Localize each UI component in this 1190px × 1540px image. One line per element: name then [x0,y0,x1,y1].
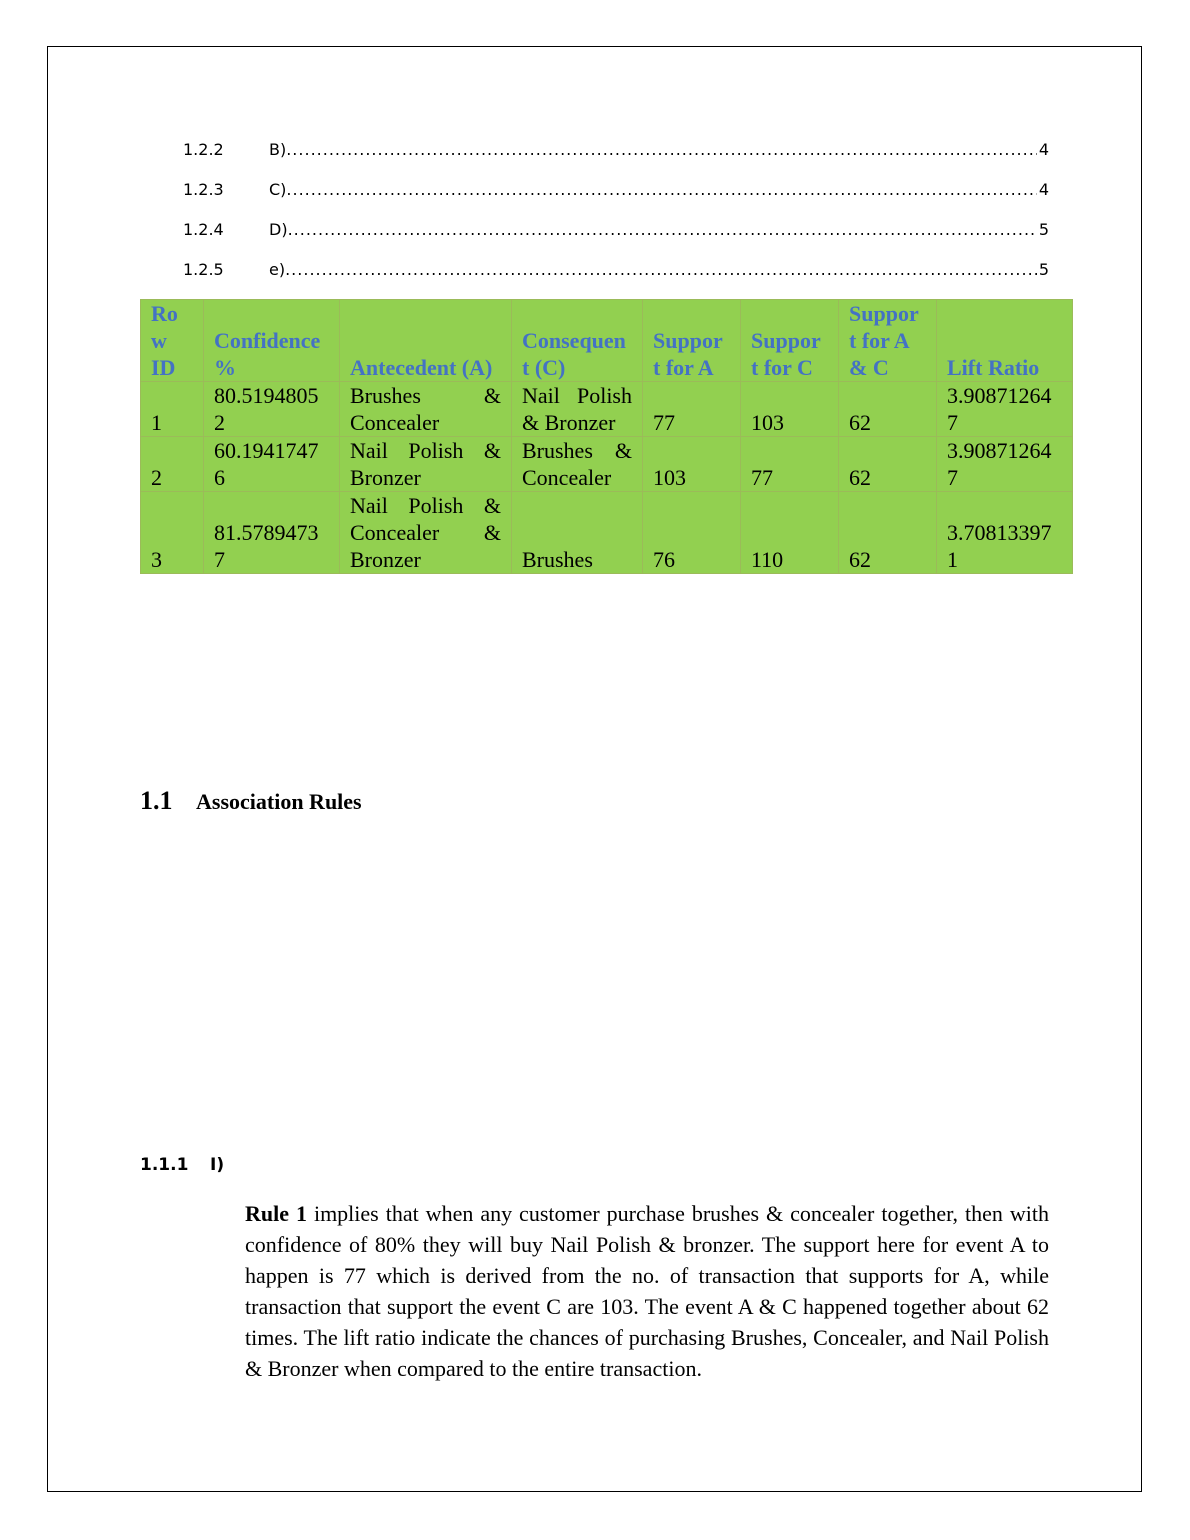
cell-confidence: 60.19417476 [204,437,340,492]
toc-page: 4 [1038,180,1049,199]
rule-lead: Rule 1 [245,1201,307,1226]
toc-page: 5 [1038,220,1049,239]
header-lift-ratio: Lift Ratio [937,300,1073,382]
table-row [141,437,1073,492]
cell-antecedent: Nail Polish & Concealer & Bronzer [340,492,512,574]
toc-text: D) [269,220,288,239]
header-consequent: Consequent (C) [512,300,643,382]
table-of-contents [183,140,1049,300]
rule-explanation-paragraph [245,1198,1049,1384]
cell-consequent: Nail Polish & Bronzer [512,382,643,437]
section-number: 1.1 [140,786,173,815]
header-antecedent: Antecedent (A) [340,300,512,382]
subsection-number: 1.1.1 [140,1155,189,1175]
section-heading [140,786,362,816]
cell-confidence: 81.57894737 [204,492,340,574]
toc-page: 4 [1038,140,1049,159]
cell-consequent: Brushes [512,492,643,574]
toc-number: 1.2.4 [183,220,224,239]
header-confidence: Confidence % [204,300,340,382]
cell-support-a: 76 [643,492,741,574]
cell-support-ac: 62 [839,492,937,574]
cell-antecedent: Nail Polish & Bronzer [340,437,512,492]
toc-leader [286,140,1037,159]
header-support-c: Support for C [741,300,839,382]
section-title: Association Rules [196,789,362,814]
cell-support-ac: 62 [839,382,937,437]
rule-body: implies that when any customer purchase brushes & concealer together, then with confidence of 80% they will buy Nail Polish & bronzer. The support here for event A to happen is 77 which is derived from the no. of transaction that supports for A, while transaction that support the event C are 103. The event A & C happened together about 62 times. The lift ratio indicate the chances of purchasing Brushes, Concealer, and Nail Polish & Bronzer when compared to the entire transaction. [245,1201,1050,1381]
toc-page: 5 [1038,260,1049,279]
header-row-id: Row ID [141,300,204,382]
cell-row-id: 2 [141,437,204,492]
toc-text: e) [269,260,286,279]
cell-consequent: Brushes & Concealer [512,437,643,492]
cell-confidence: 80.51948052 [204,382,340,437]
cell-antecedent: Brushes & Concealer [340,382,512,437]
subsection-title: I) [210,1155,225,1175]
cell-support-c: 103 [741,382,839,437]
toc-number: 1.2.2 [183,140,224,159]
cell-row-id: 1 [141,382,204,437]
cell-support-c: 110 [741,492,839,574]
cell-row-id: 3 [141,492,204,574]
table-header-row [141,300,1073,382]
table-row [141,492,1073,574]
toc-entry[interactable] [183,140,1049,180]
cell-support-a: 103 [643,437,741,492]
toc-leader [285,260,1037,279]
subsection-heading [140,1155,224,1175]
toc-entry[interactable] [183,180,1049,220]
toc-text: B) [269,140,287,159]
cell-lift-ratio: 3.908712647 [937,382,1073,437]
header-support-a: Support for A [643,300,741,382]
table-row [141,382,1073,437]
toc-entry[interactable] [183,220,1049,260]
cell-support-ac: 62 [839,437,937,492]
cell-support-c: 77 [741,437,839,492]
cell-lift-ratio: 3.908712647 [937,437,1073,492]
toc-number: 1.2.5 [183,260,224,279]
toc-text: C) [269,180,287,199]
association-rules-table [140,299,1073,574]
toc-number: 1.2.3 [183,180,224,199]
toc-leader [286,180,1036,199]
toc-leader [288,220,1037,239]
cell-support-a: 77 [643,382,741,437]
header-support-ac: Support for A & C [839,300,937,382]
toc-entry[interactable] [183,260,1049,300]
cell-lift-ratio: 3.708133971 [937,492,1073,574]
